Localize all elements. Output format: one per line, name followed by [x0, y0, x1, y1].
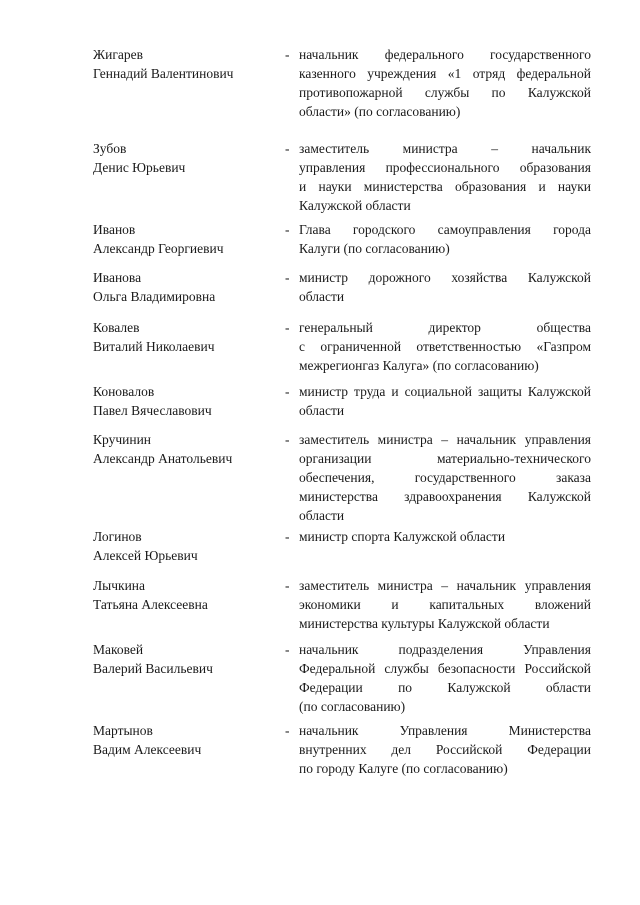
position-line: Калуги (по согласованию): [299, 241, 450, 256]
given-name: Александр Анатольевич: [93, 451, 233, 466]
surname: Зубов: [93, 141, 127, 156]
position-text: [299, 220, 591, 258]
dash: -: [285, 320, 290, 335]
dash: -: [285, 529, 290, 544]
dash: -: [285, 270, 290, 285]
dash: -: [285, 723, 290, 738]
position-text: [299, 139, 591, 215]
position-line: Калужской области: [299, 198, 411, 213]
surname: Мартынов: [93, 723, 153, 738]
position-line: Глава городского самоуправления города: [299, 222, 591, 237]
position-text: [299, 382, 591, 420]
person-name: [93, 576, 273, 614]
dash: -: [285, 642, 290, 657]
person-name: [93, 382, 273, 420]
dash: -: [285, 222, 290, 237]
position-line: начальник подразделения Управления: [299, 642, 591, 657]
position-text: [299, 430, 591, 525]
position-line: (по согласованию): [299, 699, 406, 714]
surname: Ковалев: [93, 320, 140, 335]
surname: Коновалов: [93, 384, 155, 399]
position-text: [299, 721, 591, 778]
position-line: области: [299, 403, 345, 418]
position-line: министерства здравоохранения Калужской: [299, 489, 591, 504]
person-name: [93, 268, 273, 306]
position-line: по городу Калуге (по согласованию): [299, 761, 508, 776]
position-line: начальник федерального государственного: [299, 47, 591, 62]
position-text: [299, 268, 591, 306]
position-line: казенного учреждения «1 отряд федеральной: [299, 66, 591, 81]
position-line: министр труда и социальной защиты Калужской: [299, 384, 591, 399]
surname: Маковей: [93, 642, 144, 657]
given-name: Геннадий Валентинович: [93, 66, 234, 81]
given-name: Павел Вячеславович: [93, 403, 212, 418]
position-line: области» (по согласованию): [299, 104, 461, 119]
position-line: экономики и капитальных вложений: [299, 597, 591, 612]
surname: Логинов: [93, 529, 142, 544]
position-line: области: [299, 508, 345, 523]
position-line: организации материально-технического: [299, 451, 591, 466]
position-line: генеральный директор общества: [299, 320, 591, 335]
position-text: [299, 527, 591, 546]
given-name: Виталий Николаевич: [93, 339, 215, 354]
given-name: Татьяна Алексеевна: [93, 597, 208, 612]
dash: -: [285, 578, 290, 593]
position-line: Федерации по Калужской области: [299, 680, 591, 695]
person-name: [93, 220, 273, 258]
surname: Лычкина: [93, 578, 146, 593]
position-line: противопожарной службы по Калужской: [299, 85, 591, 100]
position-line: заместитель министра – начальник управления: [299, 432, 591, 447]
position-line: министр спорта Калужской области: [299, 529, 506, 544]
position-line: министр дорожного хозяйства Калужской: [299, 270, 591, 285]
position-line: с ограниченной ответственностью «Газпром: [299, 339, 591, 354]
given-name: Валерий Васильевич: [93, 661, 213, 676]
person-name: [93, 45, 273, 83]
position-line: межрегионгаз Калуга» (по согласованию): [299, 358, 539, 373]
person-name: [93, 318, 273, 356]
given-name: Алексей Юрьевич: [93, 548, 198, 563]
position-line: министерства культуры Калужской области: [299, 616, 550, 631]
position-line: внутренних дел Российской Федерации: [299, 742, 591, 757]
given-name: Александр Георгиевич: [93, 241, 224, 256]
position-line: управления профессионального образования: [299, 160, 591, 175]
position-line: заместитель министра – начальник управления: [299, 578, 591, 593]
dash: -: [285, 47, 290, 62]
position-text: [299, 318, 591, 375]
position-line: и науки министерства образования и науки: [299, 179, 591, 194]
surname: Иванов: [93, 222, 136, 237]
position-text: [299, 640, 591, 716]
position-text: [299, 576, 591, 633]
surname: Иванова: [93, 270, 142, 285]
surname: Жигарев: [93, 47, 143, 62]
given-name: Вадим Алексеевич: [93, 742, 202, 757]
dash: -: [285, 141, 290, 156]
position-line: начальник Управления Министерства: [299, 723, 591, 738]
position-line: заместитель министра – начальник: [299, 141, 591, 156]
given-name: Ольга Владимировна: [93, 289, 216, 304]
surname: Кручинин: [93, 432, 152, 447]
person-name: [93, 721, 273, 759]
person-name: [93, 430, 273, 468]
position-line: области: [299, 289, 345, 304]
position-line: Федеральной службы безопасности Российской: [299, 661, 591, 676]
person-name: [93, 139, 273, 177]
person-name: [93, 527, 273, 565]
dash: -: [285, 384, 290, 399]
position-text: [299, 45, 591, 121]
person-name: [93, 640, 273, 678]
given-name: Денис Юрьевич: [93, 160, 186, 175]
dash: -: [285, 432, 290, 447]
position-line: обеспечения, государственного заказа: [299, 470, 591, 485]
